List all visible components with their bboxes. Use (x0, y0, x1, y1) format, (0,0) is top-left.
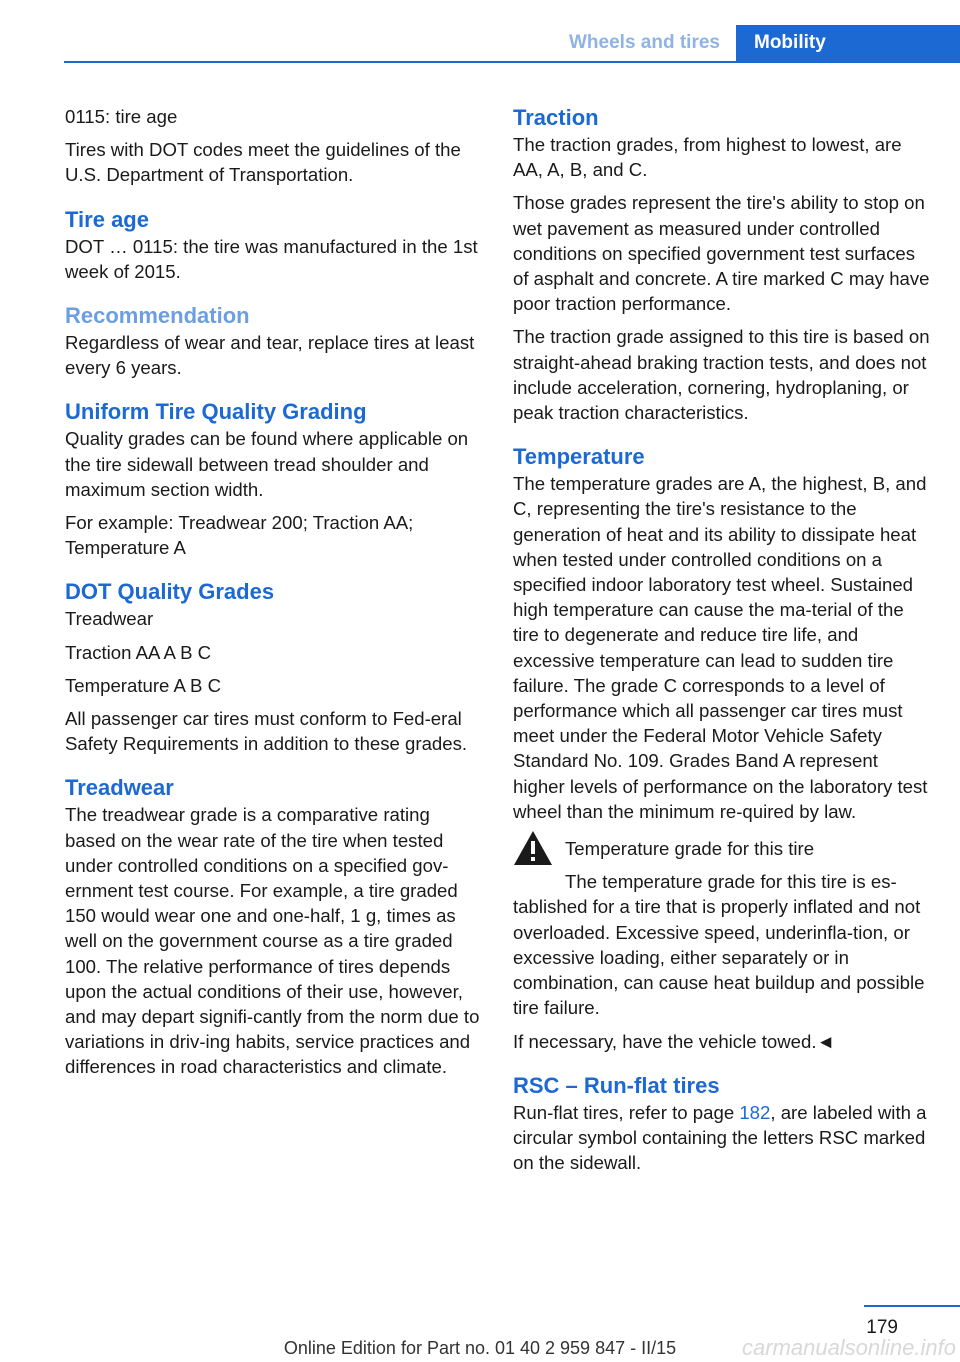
warning-after: If necessary, have the vehicle towed.◄ (513, 1030, 835, 1052)
utqg-heading: Uniform Tire Quality Grading (65, 399, 367, 425)
warning-text (513, 869, 933, 1020)
dot-grades-text: All passenger car tires must conform to Fed‐eral Safety Requirements in addition to these grades. (65, 708, 468, 755)
treadwear-text: The treadwear grade is a comparative rating based on the wear rate of the tire when tested under controlled conditions on a specified gov‐ernment test course. For example, a tire graded 150 would wear one and one-half, 1 g, times as well on the government course as a tire graded 100. The relative performance of tires depends upon the actual conditions of their use, however, and may depart signifi‐cantly from the norm due to variations in driv‐ing habits, service practices and differences in road characteristics and climate. (65, 804, 480, 1078)
page-header (0, 25, 960, 63)
traction-text-2: Those grades represent the tire's ability to stop on wet pavement as measured under controlled conditions on specified government test surfaces of asphalt and concrete. A tire marked C may have poor traction performance. (513, 192, 930, 315)
tire-age-text: DOT … 0115: the tire was manufactured in the 1st week of 2015. (65, 235, 478, 282)
dot-grades-heading: DOT Quality Grades (65, 579, 275, 605)
page-number: 179 (866, 1317, 898, 1338)
utqg-text-1: Quality grades can be found where applicable on the tire sidewall between tread shoulder and maximum section width. (65, 428, 469, 500)
utqg-section (65, 398, 485, 560)
chapter-tab: Mobility (736, 25, 960, 63)
rsc-text-pre: Run-flat tires, refer to page (513, 1101, 740, 1123)
rsc-section (513, 1072, 933, 1176)
intro-line-2: Tires with DOT codes meet the guidelines of the U.S. Department of Transportation. (65, 139, 461, 186)
treadwear-heading: Treadwear (65, 775, 174, 801)
tire-age-section (65, 206, 485, 284)
traction-text-3: The traction grade assigned to this tire is based on straight-ahead braking traction tests, and does not include acceleration, cornering, hydroplaning, or peak traction characteristics. (513, 326, 930, 424)
rsc-text-post: , are labeled with a circular symbol containing the letters RSC marked on the sidewall. (513, 1101, 927, 1174)
warning-title: Temperature grade for this tire (565, 838, 815, 860)
recommendation-text: Regardless of wear and tear, replace tires at least every 6 years. (65, 332, 475, 379)
right-column (513, 104, 933, 1183)
dot-grades-section (65, 578, 485, 756)
dot-grades-traction: Traction AA A B C (65, 641, 212, 663)
edition-text: Online Edition for Part no. 01 40 2 959 847 - II/15 (283, 1338, 677, 1358)
rsc-text (513, 1100, 933, 1176)
traction-heading: Traction (513, 105, 599, 130)
dot-grades-treadwear: Treadwear (65, 608, 154, 630)
tire-age-heading: Tire age (65, 206, 149, 232)
footer-rule (864, 1305, 960, 1307)
header-rule (64, 61, 960, 63)
temperature-text: The temperature grades are A, the highest, B, and C, representing the tire's resistance to the generation of heat and its ability to dissipate heat when tested under controlled conditions on a specified indoor laboratory test wheel. Sustained high temperature can cause the ma‐terial of the tire to degenerate and reduce tire life, and excessive temperature can lead to sudden tire failure. The grade C corresponds to a level of performance which all passenger car tires must meet under the Federal Motor Vehicle Safety Standard No. 109. Grades Band A represent higher levels of performance on the laboratory test wheel than the minimum re‐quired by law. (513, 473, 928, 822)
intro-line-1: 0115: tire age (65, 106, 178, 127)
page-182-link[interactable]: 182 (739, 1101, 771, 1123)
section-tab: Wheels and tires (569, 32, 720, 53)
temperature-heading: Temperature (513, 444, 645, 470)
rsc-heading: RSC – Run-flat tires (513, 1072, 720, 1098)
warning-triangle-icon (513, 830, 553, 866)
recommendation-heading: Recommendation (65, 303, 250, 329)
traction-text-1: The traction grades, from highest to lowest, are AA, A, B, and C. (513, 134, 902, 181)
watermark: carmanualsonline.info (741, 1335, 956, 1360)
traction-section (513, 104, 933, 425)
recommendation-section (65, 302, 485, 380)
left-column (65, 104, 485, 1088)
treadwear-section (65, 774, 485, 1079)
intro-section (65, 104, 485, 188)
warning-block (513, 836, 933, 1054)
temperature-section (513, 443, 933, 824)
utqg-text-2: For example: Treadwear 200; Traction AA; Temperature A (65, 512, 414, 559)
warning-text-body: The temperature grade for this tire is es‐tablished for a tire that is properly inflated and not overloaded. Excessive speed, underinfla‐tion, or excessive loading, either separately or in combination, can cause heat buildup and possible tire failure. (513, 871, 925, 1019)
dot-grades-temperature: Temperature A B C (65, 674, 222, 696)
